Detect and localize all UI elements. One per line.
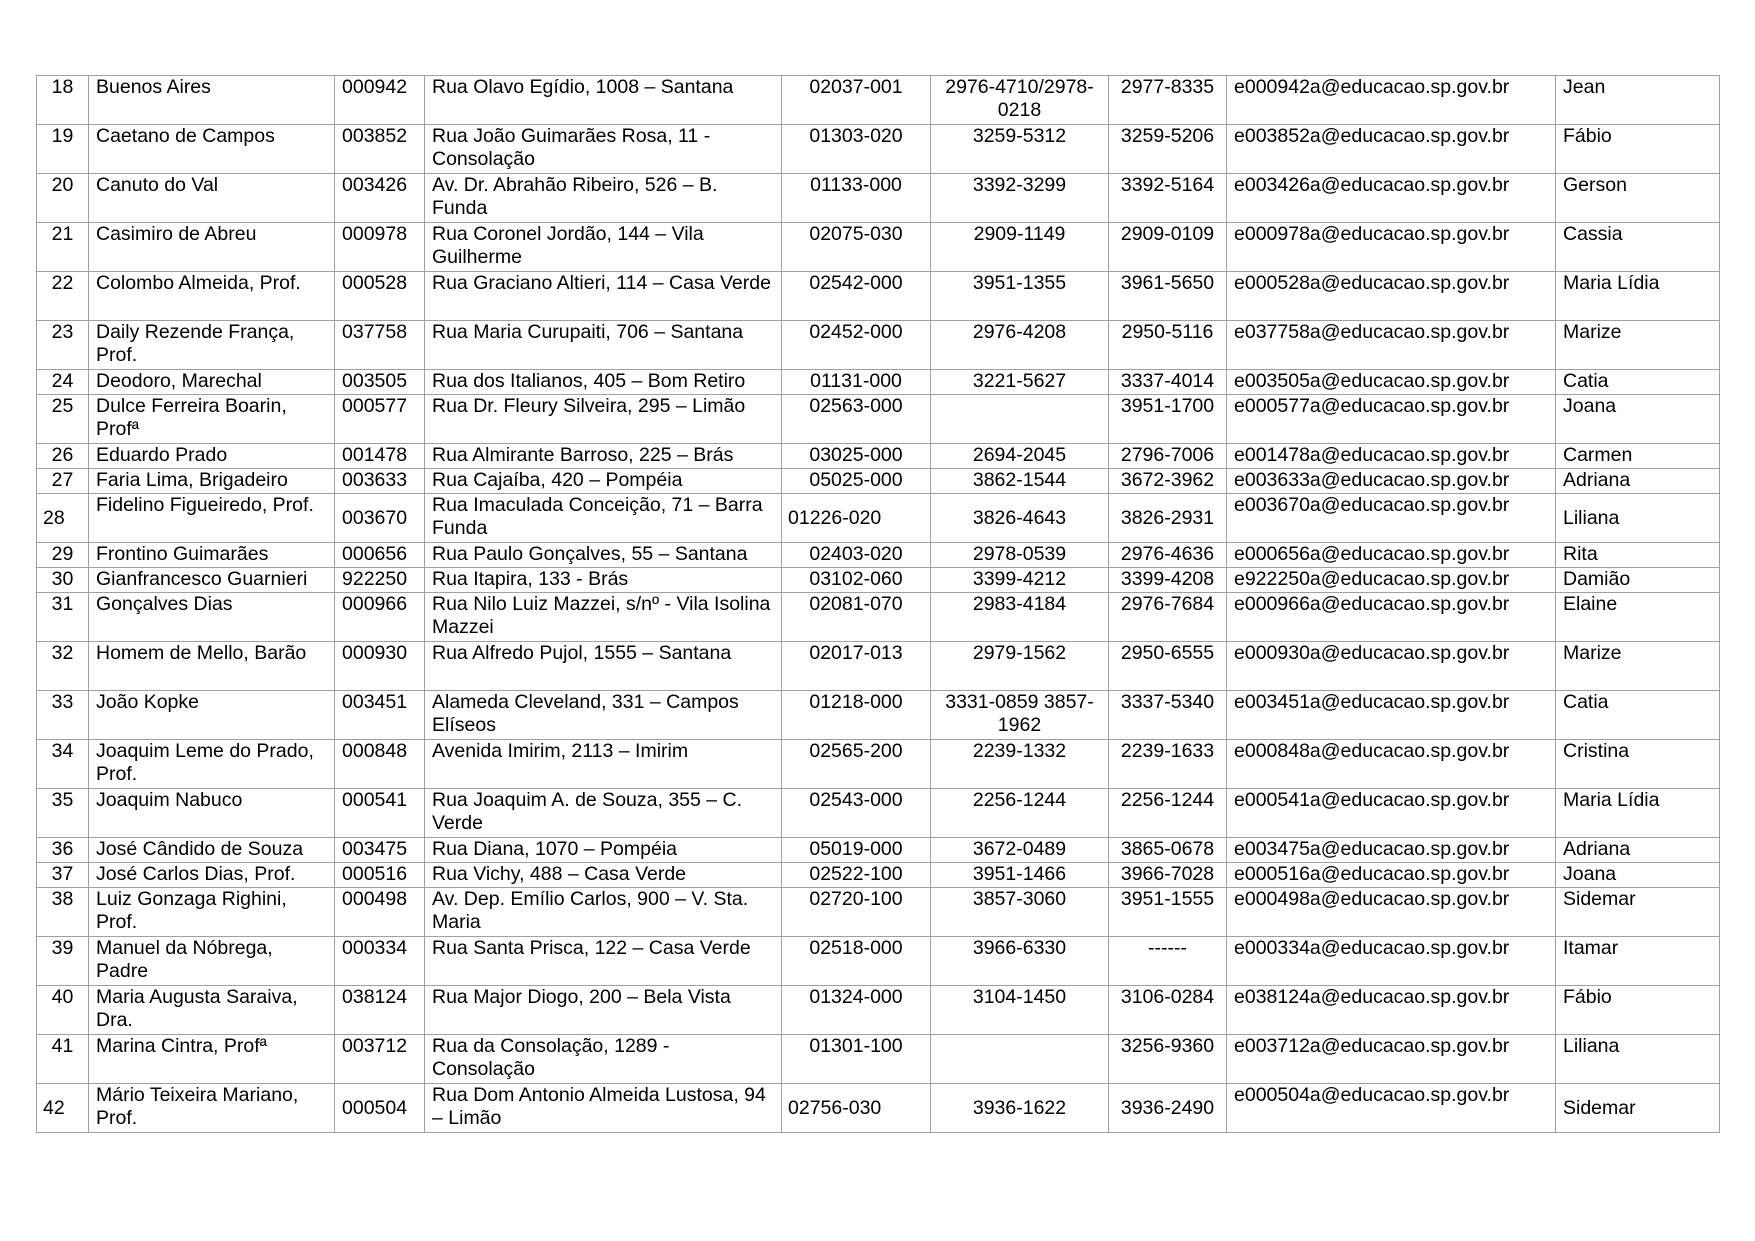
table-row bbox=[37, 937, 1720, 986]
cell-num: 23 bbox=[37, 321, 89, 370]
cell-fax: 3256-9360 bbox=[1109, 1035, 1227, 1084]
table-row bbox=[37, 272, 1720, 321]
cell-fax: 2976-7684 bbox=[1109, 593, 1227, 642]
cell-email: e000504a@educacao.sp.gov.br bbox=[1227, 1084, 1556, 1133]
cell-cep: 01133-000 bbox=[782, 174, 931, 223]
cell-cep: 02075-030 bbox=[782, 223, 931, 272]
cell-email: e000528a@educacao.sp.gov.br bbox=[1227, 272, 1556, 321]
cell-contact: Joana bbox=[1556, 863, 1720, 888]
cell-code: 000528 bbox=[335, 272, 425, 321]
cell-code: 037758 bbox=[335, 321, 425, 370]
table-row bbox=[37, 568, 1720, 593]
cell-cep: 01303-020 bbox=[782, 125, 931, 174]
cell-cep: 02452-000 bbox=[782, 321, 931, 370]
cell-fax: 3951-1700 bbox=[1109, 395, 1227, 444]
table-row bbox=[37, 174, 1720, 223]
cell-tel: 3399-4212 bbox=[931, 568, 1109, 593]
cell-tel: 2909-1149 bbox=[931, 223, 1109, 272]
cell-num: 24 bbox=[37, 370, 89, 395]
cell-num: 27 bbox=[37, 469, 89, 494]
table-row bbox=[37, 986, 1720, 1035]
cell-num: 26 bbox=[37, 444, 89, 469]
cell-cep: 02017-013 bbox=[782, 642, 931, 691]
cell-code: 000577 bbox=[335, 395, 425, 444]
cell-contact: Liliana bbox=[1556, 1035, 1720, 1084]
cell-code: 003633 bbox=[335, 469, 425, 494]
cell-address: Rua Imaculada Conceição, 71 – Barra Funda bbox=[425, 494, 782, 543]
cell-num: 18 bbox=[37, 76, 89, 125]
cell-fax: 3392-5164 bbox=[1109, 174, 1227, 223]
cell-tel: 3936-1622 bbox=[931, 1084, 1109, 1133]
cell-address: Rua Maria Curupaiti, 706 – Santana bbox=[425, 321, 782, 370]
cell-cep: 02037-001 bbox=[782, 76, 931, 125]
cell-code: 000504 bbox=[335, 1084, 425, 1133]
cell-name: Maria Augusta Saraiva, Dra. bbox=[89, 986, 335, 1035]
table-row bbox=[37, 740, 1720, 789]
cell-contact: Maria Lídia bbox=[1556, 272, 1720, 321]
cell-fax: 2976-4636 bbox=[1109, 543, 1227, 568]
cell-address: Alameda Cleveland, 331 – Campos Elíseos bbox=[425, 691, 782, 740]
cell-tel bbox=[931, 1035, 1109, 1084]
cell-num: 38 bbox=[37, 888, 89, 937]
cell-contact: Fábio bbox=[1556, 986, 1720, 1035]
cell-num: 31 bbox=[37, 593, 89, 642]
cell-contact: Joana bbox=[1556, 395, 1720, 444]
cell-num: 36 bbox=[37, 838, 89, 863]
table-row bbox=[37, 1084, 1720, 1133]
cell-name: Daily Rezende França, Prof. bbox=[89, 321, 335, 370]
cell-code: 000498 bbox=[335, 888, 425, 937]
cell-address: Rua Itapira, 133 - Brás bbox=[425, 568, 782, 593]
cell-num: 30 bbox=[37, 568, 89, 593]
cell-tel: 3826-4643 bbox=[931, 494, 1109, 543]
cell-name: Marina Cintra, Profª bbox=[89, 1035, 335, 1084]
cell-contact: Gerson bbox=[1556, 174, 1720, 223]
table-row bbox=[37, 863, 1720, 888]
cell-num: 33 bbox=[37, 691, 89, 740]
cell-tel: 2694-2045 bbox=[931, 444, 1109, 469]
cell-name: Caetano de Campos bbox=[89, 125, 335, 174]
cell-tel: 2983-4184 bbox=[931, 593, 1109, 642]
cell-cep: 01218-000 bbox=[782, 691, 931, 740]
cell-contact: Cristina bbox=[1556, 740, 1720, 789]
cell-fax: 3936-2490 bbox=[1109, 1084, 1227, 1133]
table-row bbox=[37, 125, 1720, 174]
cell-tel: 3951-1466 bbox=[931, 863, 1109, 888]
cell-tel: 3672-0489 bbox=[931, 838, 1109, 863]
cell-email: e000966a@educacao.sp.gov.br bbox=[1227, 593, 1556, 642]
cell-name: João Kopke bbox=[89, 691, 335, 740]
cell-num: 42 bbox=[37, 1084, 89, 1133]
cell-cep: 02563-000 bbox=[782, 395, 931, 444]
cell-cep: 02542-000 bbox=[782, 272, 931, 321]
cell-tel: 2979-1562 bbox=[931, 642, 1109, 691]
cell-num: 34 bbox=[37, 740, 89, 789]
cell-tel: 3862-1544 bbox=[931, 469, 1109, 494]
cell-email: e000656a@educacao.sp.gov.br bbox=[1227, 543, 1556, 568]
cell-address: Rua João Guimarães Rosa, 11 - Consolação bbox=[425, 125, 782, 174]
cell-address: Avenida Imirim, 2113 – Imirim bbox=[425, 740, 782, 789]
cell-num: 41 bbox=[37, 1035, 89, 1084]
cell-cep: 02403-020 bbox=[782, 543, 931, 568]
table-row bbox=[37, 370, 1720, 395]
cell-email: e000930a@educacao.sp.gov.br bbox=[1227, 642, 1556, 691]
cell-email: e001478a@educacao.sp.gov.br bbox=[1227, 444, 1556, 469]
cell-cep: 02081-070 bbox=[782, 593, 931, 642]
cell-fax: 2950-6555 bbox=[1109, 642, 1227, 691]
cell-code: 000541 bbox=[335, 789, 425, 838]
table-row bbox=[37, 494, 1720, 543]
cell-tel: 3966-6330 bbox=[931, 937, 1109, 986]
cell-contact: Fábio bbox=[1556, 125, 1720, 174]
cell-fax: 2239-1633 bbox=[1109, 740, 1227, 789]
cell-cep: 02565-200 bbox=[782, 740, 931, 789]
cell-cep: 03102-060 bbox=[782, 568, 931, 593]
cell-num: 40 bbox=[37, 986, 89, 1035]
cell-tel: 3392-3299 bbox=[931, 174, 1109, 223]
cell-address: Rua dos Italianos, 405 – Bom Retiro bbox=[425, 370, 782, 395]
cell-code: 003670 bbox=[335, 494, 425, 543]
cell-tel: 3259-5312 bbox=[931, 125, 1109, 174]
cell-address: Rua Dom Antonio Almeida Lustosa, 94 – Limão bbox=[425, 1084, 782, 1133]
cell-email: e000577a@educacao.sp.gov.br bbox=[1227, 395, 1556, 444]
cell-name: Fidelino Figueiredo, Prof. bbox=[89, 494, 335, 543]
cell-contact: Liliana bbox=[1556, 494, 1720, 543]
cell-name: Mário Teixeira Mariano, Prof. bbox=[89, 1084, 335, 1133]
cell-contact: Itamar bbox=[1556, 937, 1720, 986]
cell-code: 000978 bbox=[335, 223, 425, 272]
cell-email: e000541a@educacao.sp.gov.br bbox=[1227, 789, 1556, 838]
cell-address: Rua Vichy, 488 – Casa Verde bbox=[425, 863, 782, 888]
cell-contact: Rita bbox=[1556, 543, 1720, 568]
cell-cep: 02543-000 bbox=[782, 789, 931, 838]
cell-fax: ------ bbox=[1109, 937, 1227, 986]
cell-fax: 3951-1555 bbox=[1109, 888, 1227, 937]
cell-email: e003712a@educacao.sp.gov.br bbox=[1227, 1035, 1556, 1084]
table-row bbox=[37, 691, 1720, 740]
cell-tel: 3221-5627 bbox=[931, 370, 1109, 395]
cell-num: 21 bbox=[37, 223, 89, 272]
cell-cep: 01131-000 bbox=[782, 370, 931, 395]
cell-name: Canuto do Val bbox=[89, 174, 335, 223]
cell-cep: 02756-030 bbox=[782, 1084, 931, 1133]
cell-contact: Marize bbox=[1556, 642, 1720, 691]
table-row bbox=[37, 838, 1720, 863]
schools-table bbox=[36, 75, 1720, 1133]
cell-fax: 2909-0109 bbox=[1109, 223, 1227, 272]
cell-contact: Maria Lídia bbox=[1556, 789, 1720, 838]
cell-tel: 2976-4710/2978-0218 bbox=[931, 76, 1109, 125]
cell-email: e003852a@educacao.sp.gov.br bbox=[1227, 125, 1556, 174]
cell-email: e000848a@educacao.sp.gov.br bbox=[1227, 740, 1556, 789]
cell-email: e037758a@educacao.sp.gov.br bbox=[1227, 321, 1556, 370]
cell-fax: 2796-7006 bbox=[1109, 444, 1227, 469]
cell-code: 000334 bbox=[335, 937, 425, 986]
cell-name: Eduardo Prado bbox=[89, 444, 335, 469]
cell-address: Rua Coronel Jordão, 144 – Vila Guilherme bbox=[425, 223, 782, 272]
cell-address: Rua Cajaíba, 420 – Pompéia bbox=[425, 469, 782, 494]
cell-cep: 02518-000 bbox=[782, 937, 931, 986]
cell-name: Homem de Mello, Barão bbox=[89, 642, 335, 691]
cell-email: e003451a@educacao.sp.gov.br bbox=[1227, 691, 1556, 740]
cell-fax: 3337-5340 bbox=[1109, 691, 1227, 740]
cell-num: 19 bbox=[37, 125, 89, 174]
cell-contact: Catia bbox=[1556, 691, 1720, 740]
cell-name: Manuel da Nóbrega, Padre bbox=[89, 937, 335, 986]
cell-fax: 2256-1244 bbox=[1109, 789, 1227, 838]
cell-email: e003633a@educacao.sp.gov.br bbox=[1227, 469, 1556, 494]
cell-cep: 05025-000 bbox=[782, 469, 931, 494]
cell-fax: 3961-5650 bbox=[1109, 272, 1227, 321]
cell-code: 003852 bbox=[335, 125, 425, 174]
cell-num: 20 bbox=[37, 174, 89, 223]
cell-contact: Damião bbox=[1556, 568, 1720, 593]
table-row bbox=[37, 444, 1720, 469]
cell-tel: 3951-1355 bbox=[931, 272, 1109, 321]
cell-contact: Adriana bbox=[1556, 469, 1720, 494]
cell-fax: 3399-4208 bbox=[1109, 568, 1227, 593]
cell-tel: 3104-1450 bbox=[931, 986, 1109, 1035]
cell-address: Rua da Consolação, 1289 - Consolação bbox=[425, 1035, 782, 1084]
cell-num: 35 bbox=[37, 789, 89, 838]
cell-code: 000942 bbox=[335, 76, 425, 125]
cell-fax: 3259-5206 bbox=[1109, 125, 1227, 174]
cell-code: 003712 bbox=[335, 1035, 425, 1084]
cell-name: Joaquim Nabuco bbox=[89, 789, 335, 838]
cell-address: Rua Joaquim A. de Souza, 355 – C. Verde bbox=[425, 789, 782, 838]
table-row bbox=[37, 321, 1720, 370]
cell-email: e003670a@educacao.sp.gov.br bbox=[1227, 494, 1556, 543]
cell-address: Rua Alfredo Pujol, 1555 – Santana bbox=[425, 642, 782, 691]
cell-code: 922250 bbox=[335, 568, 425, 593]
table-row bbox=[37, 888, 1720, 937]
cell-code: 000516 bbox=[335, 863, 425, 888]
cell-name: Joaquim Leme do Prado, Prof. bbox=[89, 740, 335, 789]
cell-address: Rua Dr. Fleury Silveira, 295 – Limão bbox=[425, 395, 782, 444]
cell-cep: 01226-020 bbox=[782, 494, 931, 543]
table-row bbox=[37, 642, 1720, 691]
table-row bbox=[37, 469, 1720, 494]
table-row bbox=[37, 1035, 1720, 1084]
cell-code: 001478 bbox=[335, 444, 425, 469]
cell-contact: Sidemar bbox=[1556, 888, 1720, 937]
cell-email: e000942a@educacao.sp.gov.br bbox=[1227, 76, 1556, 125]
cell-address: Rua Graciano Altieri, 114 – Casa Verde bbox=[425, 272, 782, 321]
cell-cep: 02720-100 bbox=[782, 888, 931, 937]
cell-num: 28 bbox=[37, 494, 89, 543]
cell-contact: Marize bbox=[1556, 321, 1720, 370]
cell-address: Rua Major Diogo, 200 – Bela Vista bbox=[425, 986, 782, 1035]
cell-fax: 3826-2931 bbox=[1109, 494, 1227, 543]
cell-contact: Jean bbox=[1556, 76, 1720, 125]
cell-name: José Carlos Dias, Prof. bbox=[89, 863, 335, 888]
cell-cep: 03025-000 bbox=[782, 444, 931, 469]
cell-fax: 3865-0678 bbox=[1109, 838, 1227, 863]
cell-email: e000978a@educacao.sp.gov.br bbox=[1227, 223, 1556, 272]
cell-tel bbox=[931, 395, 1109, 444]
cell-name: Dulce Ferreira Boarin, Profª bbox=[89, 395, 335, 444]
cell-fax: 3337-4014 bbox=[1109, 370, 1227, 395]
cell-tel: 2239-1332 bbox=[931, 740, 1109, 789]
cell-code: 003505 bbox=[335, 370, 425, 395]
cell-code: 038124 bbox=[335, 986, 425, 1035]
cell-num: 25 bbox=[37, 395, 89, 444]
cell-code: 000848 bbox=[335, 740, 425, 789]
cell-fax: 2950-5116 bbox=[1109, 321, 1227, 370]
cell-email: e003475a@educacao.sp.gov.br bbox=[1227, 838, 1556, 863]
cell-name: Buenos Aires bbox=[89, 76, 335, 125]
cell-address: Av. Dep. Emílio Carlos, 900 – V. Sta. Maria bbox=[425, 888, 782, 937]
cell-address: Rua Almirante Barroso, 225 – Brás bbox=[425, 444, 782, 469]
cell-email: e000516a@educacao.sp.gov.br bbox=[1227, 863, 1556, 888]
cell-cep: 01301-100 bbox=[782, 1035, 931, 1084]
cell-contact: Sidemar bbox=[1556, 1084, 1720, 1133]
cell-cep: 02522-100 bbox=[782, 863, 931, 888]
cell-address: Av. Dr. Abrahão Ribeiro, 526 – B. Funda bbox=[425, 174, 782, 223]
cell-tel: 2978-0539 bbox=[931, 543, 1109, 568]
cell-name: Gianfrancesco Guarnieri bbox=[89, 568, 335, 593]
cell-code: 003475 bbox=[335, 838, 425, 863]
cell-num: 37 bbox=[37, 863, 89, 888]
cell-contact: Adriana bbox=[1556, 838, 1720, 863]
cell-fax: 3672-3962 bbox=[1109, 469, 1227, 494]
cell-code: 003451 bbox=[335, 691, 425, 740]
cell-name: Luiz Gonzaga Righini, Prof. bbox=[89, 888, 335, 937]
table-row bbox=[37, 395, 1720, 444]
cell-address: Rua Santa Prisca, 122 – Casa Verde bbox=[425, 937, 782, 986]
cell-tel: 2256-1244 bbox=[931, 789, 1109, 838]
cell-email: e922250a@educacao.sp.gov.br bbox=[1227, 568, 1556, 593]
cell-tel: 3331-0859 3857-1962 bbox=[931, 691, 1109, 740]
cell-contact: Elaine bbox=[1556, 593, 1720, 642]
table-row bbox=[37, 593, 1720, 642]
cell-name: Casimiro de Abreu bbox=[89, 223, 335, 272]
cell-contact: Catia bbox=[1556, 370, 1720, 395]
cell-tel: 2976-4208 bbox=[931, 321, 1109, 370]
cell-code: 000930 bbox=[335, 642, 425, 691]
cell-fax: 3966-7028 bbox=[1109, 863, 1227, 888]
cell-email: e000334a@educacao.sp.gov.br bbox=[1227, 937, 1556, 986]
cell-name: Colombo Almeida, Prof. bbox=[89, 272, 335, 321]
cell-name: Faria Lima, Brigadeiro bbox=[89, 469, 335, 494]
cell-name: José Cândido de Souza bbox=[89, 838, 335, 863]
cell-name: Frontino Guimarães bbox=[89, 543, 335, 568]
cell-email: e003505a@educacao.sp.gov.br bbox=[1227, 370, 1556, 395]
table-row bbox=[37, 223, 1720, 272]
cell-num: 39 bbox=[37, 937, 89, 986]
cell-email: e000498a@educacao.sp.gov.br bbox=[1227, 888, 1556, 937]
table-row bbox=[37, 543, 1720, 568]
cell-address: Rua Diana, 1070 – Pompéia bbox=[425, 838, 782, 863]
cell-num: 22 bbox=[37, 272, 89, 321]
cell-email: e038124a@educacao.sp.gov.br bbox=[1227, 986, 1556, 1035]
cell-address: Rua Olavo Egídio, 1008 – Santana bbox=[425, 76, 782, 125]
table-body bbox=[37, 76, 1720, 1133]
table-row bbox=[37, 76, 1720, 125]
cell-address: Rua Nilo Luiz Mazzei, s/nº - Vila Isolina Mazzei bbox=[425, 593, 782, 642]
cell-email: e003426a@educacao.sp.gov.br bbox=[1227, 174, 1556, 223]
cell-num: 29 bbox=[37, 543, 89, 568]
table-row bbox=[37, 789, 1720, 838]
cell-contact: Cassia bbox=[1556, 223, 1720, 272]
cell-tel: 3857-3060 bbox=[931, 888, 1109, 937]
cell-contact: Carmen bbox=[1556, 444, 1720, 469]
cell-code: 000656 bbox=[335, 543, 425, 568]
cell-cep: 05019-000 bbox=[782, 838, 931, 863]
cell-fax: 2977-8335 bbox=[1109, 76, 1227, 125]
cell-address: Rua Paulo Gonçalves, 55 – Santana bbox=[425, 543, 782, 568]
cell-cep: 01324-000 bbox=[782, 986, 931, 1035]
cell-name: Deodoro, Marechal bbox=[89, 370, 335, 395]
cell-fax: 3106-0284 bbox=[1109, 986, 1227, 1035]
cell-code: 000966 bbox=[335, 593, 425, 642]
cell-name: Gonçalves Dias bbox=[89, 593, 335, 642]
cell-code: 003426 bbox=[335, 174, 425, 223]
cell-num: 32 bbox=[37, 642, 89, 691]
